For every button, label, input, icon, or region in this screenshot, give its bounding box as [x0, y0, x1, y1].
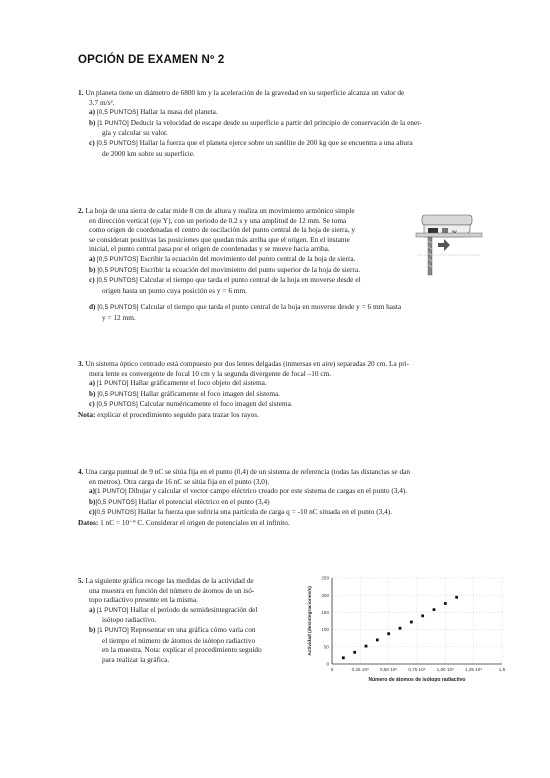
- data-point: [444, 602, 447, 605]
- data-point: [342, 656, 345, 659]
- data-point: [455, 596, 458, 599]
- item-text: Hallar gráficamente el foco imagen del sistema.: [140, 388, 281, 398]
- item-label: a): [89, 107, 96, 117]
- question-text-cont: en metros). Otra carga de 16 nC se sitúa fija en el punto (3,0).: [89, 476, 270, 486]
- item-text: Calcular el tiempo que tarda el punto central de la hoja en moverse desde el: [139, 275, 361, 285]
- item-label: d): [89, 302, 96, 311]
- item-label: a): [89, 253, 96, 263]
- item-text: Hallar gráficamente el foco objeto del sistema.: [130, 378, 267, 388]
- x-tick-label: 0: [330, 667, 334, 672]
- note-text: explicar el procedimiento seguido para trazar los rayos.: [97, 409, 259, 419]
- item-label: c): [89, 275, 95, 285]
- question-number: 4.: [78, 467, 84, 476]
- note-label: Nota:: [78, 409, 96, 419]
- points-badge: [0,5 PUNTOS]: [95, 498, 137, 506]
- item-label: a): [89, 486, 96, 496]
- page-title: OPCIÓN DE EXAMEN Nº 2: [78, 54, 225, 66]
- x-axis-label: Número de átomos de isótopo radiactivo: [368, 677, 466, 683]
- x-tick-label: 1,5: [498, 667, 506, 672]
- item-text-cont: de 2000 km sobre su superficie.: [102, 148, 195, 158]
- y-tick-label: 50: [323, 644, 329, 650]
- question-text: Una carga puntual de 9 nC se sitúa fija en el punto (0,4) de un sistema de referencia (todas las distancias se dan: [85, 467, 410, 476]
- question-text-cont: se consideran positivas las posiciones que quedan más arriba que el origen. En el instante: [89, 234, 350, 244]
- question-text: Un sistema óptico centrado está compuesto por dos lentes delgadas (inmersas en aire) separadas 20 cm. La pri-: [85, 359, 410, 368]
- x-tick-label: 1,25 10⁹: [465, 667, 483, 672]
- item-text-cont: en la muestra. Nota: explicar el procedimiento seguido: [102, 645, 262, 655]
- item-label: b): [89, 624, 96, 634]
- y-tick-label: 200: [321, 592, 329, 598]
- item-label: b): [89, 496, 96, 506]
- points-badge: [1 PUNTO]: [97, 119, 129, 127]
- item-label: c): [89, 399, 95, 409]
- question-text: La siguiente gráfica recoge las medidas de la actividad de: [85, 576, 254, 585]
- item-label: a): [89, 378, 96, 388]
- item-text: Escribir la ecuación del movimiento del punto central de la hoja de sierra.: [140, 253, 356, 263]
- item-text: Dibujar y calcular el vector campo eléctrico creado por este sistema de cargas en el punto (3,4).: [128, 486, 408, 496]
- item-label: b): [89, 388, 96, 398]
- item-label: c): [89, 137, 95, 147]
- item-text: Hallar la masa del planeta.: [140, 107, 218, 117]
- question-number: 2.: [78, 206, 84, 215]
- question-number: 5.: [78, 576, 84, 585]
- data-point: [365, 645, 368, 648]
- points-badge: [1 PUNTO]: [95, 488, 127, 496]
- x-tick-label: 0,75 10⁹: [408, 667, 426, 672]
- item-text-cont: isótopo radiactivo.: [102, 615, 157, 625]
- item-text: Calcular numéricamente el foco imagen del sistema.: [139, 399, 293, 409]
- data-point: [433, 608, 436, 611]
- question-number: 1.: [78, 88, 84, 97]
- question-text-cont: 3.7 m/s².: [89, 97, 115, 107]
- points-badge: [0,5 PUNTOS]: [96, 139, 138, 147]
- data-point: [387, 632, 390, 635]
- activity-chart: [302, 574, 512, 694]
- item-text-cont: el tiempo el número de átomos de isótopo radiactivo: [102, 635, 256, 645]
- y-tick-label: 100: [321, 627, 329, 633]
- data-point: [410, 621, 413, 624]
- question-text-cont: inicial, el punto central pasa por el origen de coordenadas y se mueve hacia arriba.: [89, 244, 330, 254]
- data-point: [399, 627, 402, 630]
- item-text-cont: para realizar la gráfica.: [102, 654, 170, 664]
- item-label: b): [89, 117, 96, 127]
- data-label: Datos:: [78, 517, 99, 527]
- item-text: Calcular el tiempo que tarda el punto central de la hoja en moverse desde y = 6 mm hasta: [140, 302, 402, 311]
- points-badge: [0,5 PUNTOS]: [97, 266, 139, 274]
- x-tick-label: 0,50 10⁹: [380, 667, 398, 672]
- item-text: Hallar el periodo de semidesintegración del: [130, 604, 258, 614]
- y-axis-label: Actividad (desintegraciones/s): [308, 586, 313, 656]
- item-text-cont: gía y calcular su valor.: [102, 128, 168, 138]
- x-tick-label: 1,00 10⁹: [436, 667, 454, 672]
- question-text: La hoja de una sierra de calar mide 8 cm de altura y realiza un movimiento armónico simple: [85, 206, 355, 215]
- question-text: Un planeta tiene un diámetro de 6800 km y la aceleración de la gravedad en su superficie alcanza un valor de: [85, 88, 405, 97]
- points-badge: [0,5 PUNTOS]: [97, 304, 139, 311]
- question-2: [78, 206, 413, 295]
- question-5: [78, 576, 300, 664]
- question-text-cont: una muestra en función del número de átomos de un isó-: [89, 585, 255, 595]
- data-text: 1 nC = 10⁻⁹ C. Considerar el origen de potenciales en el infinito.: [100, 517, 290, 527]
- item-label: c): [89, 507, 95, 517]
- item-label: a): [89, 604, 96, 614]
- points-badge: [0,5 PUNTOS]: [97, 390, 139, 398]
- item-text-cont: origen hasta un punto cuya posición es y = 6 mm.: [102, 285, 247, 295]
- y-tick-label: 250: [321, 575, 329, 581]
- question-4: [78, 467, 478, 528]
- jigsaw-illustration: [414, 211, 484, 279]
- question-text-cont: topo radiactivo presente en la misma.: [89, 595, 199, 605]
- item-text: Deducir la velocidad de escape desde su superficie a partir del principio de conservación de la ener-: [130, 117, 422, 127]
- data-point: [421, 614, 424, 617]
- y-tick-label: 0: [326, 661, 329, 667]
- item-text-cont: y = 12 mm.: [102, 312, 136, 322]
- points-badge: [0,5 PUNTOS]: [96, 109, 139, 117]
- item-text: Hallar la fuerza que el planeta ejerce sobre un satélite de 200 kg que se encuentra a una altura: [139, 137, 413, 147]
- points-badge: [0,5 PUNTOS]: [96, 277, 138, 285]
- data-point: [376, 639, 379, 642]
- x-tick-label: 0,25 10⁹: [351, 667, 369, 672]
- question-3: [78, 359, 478, 420]
- question-number: 3.: [78, 359, 84, 368]
- item-text: Representar en una gráfica cómo varía con: [130, 624, 256, 634]
- question-text-cont: en dirección vertical (eje Y), con un periodo de 0.2 s y una amplitud de 12 mm. Se toma: [89, 215, 347, 225]
- points-badge: [1 PUNTO]: [96, 606, 129, 614]
- points-badge: [0,5 PUNTOS]: [94, 509, 136, 517]
- question-text-cont: mera lente es convergente de focal 10 cm y la segunda divergente de focal –10 cm.: [89, 368, 332, 378]
- question-text-cont: como origen de coordenadas el centro de oscilación del punto central de la hoja de sierra, y: [89, 225, 356, 235]
- question-2-item-d: [78, 302, 478, 322]
- points-badge: [1 PUNTO]: [97, 626, 129, 634]
- data-point: [353, 651, 356, 654]
- points-badge: [1 PUNTO]: [96, 380, 129, 388]
- item-text: Hallar la fuerza que sufriría una partícula de carga q = -10 nC situada en el punto (3,4).: [137, 507, 393, 517]
- points-badge: [0,5 PUNTOS]: [96, 401, 138, 409]
- question-1: [78, 88, 478, 158]
- points-badge: [0,5 PUNTOS]: [96, 255, 139, 263]
- item-text: Hallar el potencial eléctrico en el punto (3,4): [138, 496, 270, 506]
- item-label: b): [89, 264, 96, 274]
- y-tick-label: 150: [321, 610, 329, 615]
- item-text: Escribir la ecuación del movimiento del punto superior de la hoja de sierra.: [140, 264, 360, 274]
